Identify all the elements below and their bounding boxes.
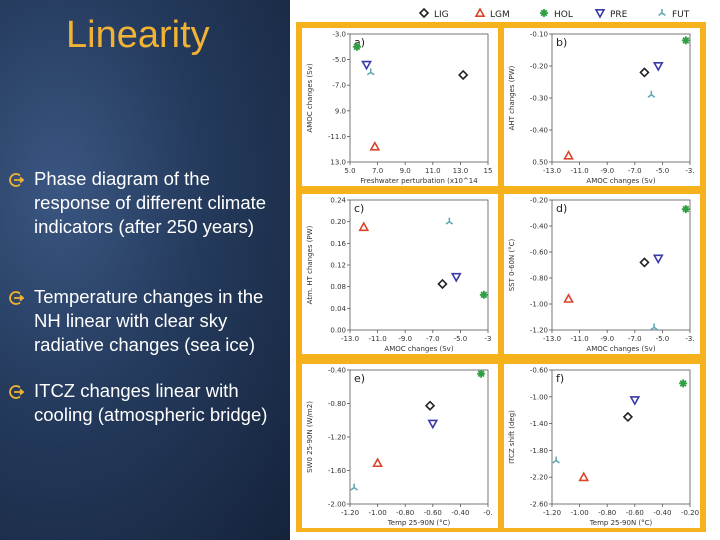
x-axis-label: AMOC changes (Sv)	[586, 177, 656, 185]
scatter-chart	[302, 194, 498, 354]
x-tick-label: -1.20	[542, 509, 562, 517]
lig-data-point	[426, 402, 434, 410]
lig-data-point	[640, 68, 648, 76]
circle-arrow-bullet-icon	[8, 384, 24, 400]
x-tick-label: -11.0	[570, 167, 589, 175]
lig-data-point	[624, 413, 632, 421]
x-tick-label: -0.60	[423, 509, 442, 517]
lig-data-point	[640, 258, 648, 266]
legend-label: FUT	[672, 10, 690, 20]
lgm-legend-marker	[476, 9, 484, 16]
x-tick-label: -7.0	[425, 335, 440, 343]
y-tick-label: 0.04	[330, 304, 346, 313]
pre-data-point	[654, 63, 662, 70]
hol-data-point	[353, 43, 361, 51]
x-tick-label: -5.0	[453, 335, 468, 343]
plot-frame	[350, 200, 488, 330]
x-tick-label: -7.0	[627, 335, 642, 343]
y-tick-label: -2.20	[529, 473, 548, 482]
panel-label: e)	[354, 372, 366, 385]
scatter-chart	[302, 364, 498, 528]
hol-legend-marker	[540, 9, 548, 17]
y-tick-label: -1.00	[529, 300, 548, 309]
y-tick-label: -0.30	[529, 94, 548, 103]
x-tick-label: -11.0	[570, 335, 589, 343]
x-axis-label: Temp 25-90N (°C)	[387, 519, 451, 527]
lgm-data-point	[580, 473, 588, 480]
circle-arrow-bullet-icon	[8, 290, 24, 306]
x-tick-label: -0.80	[396, 509, 415, 517]
lgm-data-point	[374, 459, 382, 466]
panel-grid-frame	[296, 22, 706, 532]
x-tick-label: -3.	[685, 167, 695, 175]
x-tick-label: 7.0	[372, 167, 384, 175]
x-tick-label: 15	[483, 167, 493, 175]
x-tick-label: -1.20	[340, 509, 360, 517]
pre-data-point	[452, 274, 460, 281]
figure-legend	[400, 2, 720, 22]
legend-label: LIG	[434, 10, 449, 20]
hol-data-point	[679, 379, 687, 387]
x-axis-label: Freshwater perturbation (x10^14	[360, 177, 478, 185]
y-tick-label: -0.60	[529, 366, 548, 375]
pre-data-point	[631, 397, 639, 404]
bullet-text: Temperature changes in the NH linear with clear sky radiative changes (sea ice)	[34, 286, 264, 355]
y-axis-label: SST 0-60N (°C)	[508, 238, 516, 292]
lgm-data-point	[565, 295, 573, 302]
panel-label: c)	[354, 202, 365, 215]
x-tick-label: -1.00	[368, 509, 387, 517]
y-tick-label: -2.60	[529, 500, 548, 509]
plot-frame	[552, 200, 690, 330]
x-tick-label: -5.0	[655, 335, 670, 343]
x-tick-label: -0.40	[451, 509, 470, 517]
y-tick-label: 9.0	[334, 107, 346, 116]
bullet-text: Phase diagram of the response of different climate indicators (after 250 years)	[34, 168, 267, 237]
y-axis-label: SW0 25-90N (W/m2)	[306, 401, 314, 473]
scatter-chart	[504, 194, 700, 354]
x-tick-label: -0.	[483, 509, 493, 517]
y-tick-label: -1.20	[529, 326, 548, 335]
panel-label: b)	[556, 36, 568, 49]
panel-label: a)	[354, 36, 366, 49]
x-axis-label: AMOC changes (Sv)	[384, 345, 454, 353]
y-tick-label: -11.0	[327, 132, 346, 141]
x-tick-label: -9.0	[600, 335, 615, 343]
panel-label: d)	[556, 202, 568, 215]
scatter-chart	[302, 28, 498, 186]
y-tick-label: 0.24	[330, 196, 346, 205]
x-tick-label: 13.0	[452, 167, 469, 175]
y-tick-label: -1.60	[327, 467, 346, 475]
fut-legend-marker	[659, 9, 666, 15]
fut-data-point	[446, 218, 453, 224]
panel-e	[302, 364, 498, 528]
y-tick-label: -0.10	[529, 30, 548, 39]
legend-label: LGM	[490, 10, 510, 20]
y-tick-label: -0.40	[529, 222, 548, 231]
panel-c	[302, 194, 498, 354]
x-tick-label: -3.	[685, 335, 695, 343]
lig-data-point	[438, 280, 446, 288]
fut-data-point	[553, 456, 560, 462]
y-tick-label: -0.80	[327, 400, 346, 408]
y-tick-label: -0.80	[529, 274, 548, 283]
plot-frame	[350, 34, 488, 162]
panel-f	[504, 364, 700, 528]
fut-data-point	[648, 91, 655, 97]
y-tick-label: -5.0	[332, 56, 346, 65]
x-tick-label: -0.20	[680, 509, 700, 517]
plot-frame	[350, 370, 488, 504]
x-tick-label: -13.0	[340, 335, 360, 343]
fut-data-point	[351, 484, 358, 490]
y-tick-label: 0.08	[330, 283, 346, 292]
y-tick-label: 0.50	[532, 158, 548, 167]
y-axis-label: AMOC changes (Sv)	[306, 63, 314, 133]
scatter-chart	[504, 364, 700, 528]
x-tick-label: -1.00	[570, 509, 589, 517]
panel-label: f)	[556, 372, 565, 385]
y-tick-label: -7.0	[332, 81, 346, 90]
x-tick-label: -9.0	[600, 167, 615, 175]
x-tick-label: -3	[484, 335, 492, 343]
x-tick-label: -5.0	[655, 167, 670, 175]
x-axis-label: Temp 25-90N (°C)	[589, 519, 653, 527]
x-tick-label: -0.60	[625, 509, 644, 517]
x-axis-label: AMOC changes (Sv)	[586, 345, 656, 353]
x-tick-label: -9.0	[398, 335, 413, 343]
slide-text-area	[0, 0, 290, 540]
y-tick-label: 0.20	[330, 218, 346, 227]
x-tick-label: 5.0	[344, 167, 356, 175]
panel-b	[504, 28, 700, 186]
lgm-data-point	[360, 223, 368, 230]
y-tick-label: -0.60	[529, 248, 548, 257]
fut-data-point	[367, 68, 374, 74]
x-tick-label: 9.0	[399, 167, 411, 175]
panel-a	[302, 28, 498, 186]
x-tick-label: 11.0	[425, 167, 441, 175]
hol-data-point	[480, 291, 488, 299]
y-tick-label: -1.00	[529, 393, 548, 402]
fut-data-point	[651, 323, 658, 329]
pre-legend-marker	[596, 10, 604, 17]
circle-arrow-bullet-icon	[8, 172, 24, 188]
y-axis-label: Atm. HT changes (PW)	[306, 225, 314, 305]
panel-d	[504, 194, 700, 354]
hol-data-point	[682, 36, 690, 44]
y-tick-label: -1.40	[529, 420, 548, 429]
y-tick-label: -0.40	[529, 126, 548, 135]
y-tick-label: -0.20	[529, 196, 548, 205]
scatter-chart	[504, 28, 700, 186]
x-tick-label: -0.40	[653, 509, 672, 517]
y-tick-label: -0.40	[327, 366, 346, 375]
x-tick-label: -13.0	[542, 335, 562, 343]
lig-data-point	[459, 71, 467, 79]
pre-data-point	[363, 62, 371, 69]
legend-label: PRE	[610, 10, 628, 20]
hol-data-point	[477, 370, 485, 378]
legend-label: HOL	[554, 10, 573, 20]
y-tick-label: -3.0	[332, 30, 346, 39]
y-axis-label: ITCZ shift (deg)	[508, 410, 516, 464]
y-tick-label: -1.80	[529, 446, 548, 455]
hol-data-point	[682, 205, 690, 213]
plot-frame	[552, 34, 690, 162]
y-tick-label: 0.12	[330, 261, 346, 270]
slide-title: Linearity	[66, 14, 210, 56]
pre-data-point	[429, 420, 437, 427]
y-tick-label: -0.20	[529, 62, 548, 71]
pre-data-point	[654, 255, 662, 262]
x-tick-label: -7.0	[627, 167, 642, 175]
x-tick-label: -13.0	[542, 167, 562, 175]
y-tick-label: 13.0	[330, 158, 346, 167]
y-tick-label: 0.00	[330, 326, 346, 335]
lig-legend-marker	[420, 9, 428, 17]
lgm-data-point	[371, 143, 379, 150]
lgm-data-point	[565, 152, 573, 159]
x-tick-label: -0.80	[598, 509, 617, 517]
y-tick-label: 0.16	[330, 239, 346, 248]
y-tick-label: -2.00	[327, 500, 346, 509]
y-tick-label: -1.20	[327, 433, 346, 442]
bullet-text: ITCZ changes linear with cooling (atmospheric bridge)	[34, 380, 268, 425]
y-axis-label: AHT changes (PW)	[508, 65, 516, 131]
x-tick-label: -11.0	[368, 335, 387, 343]
plot-frame	[552, 370, 690, 504]
